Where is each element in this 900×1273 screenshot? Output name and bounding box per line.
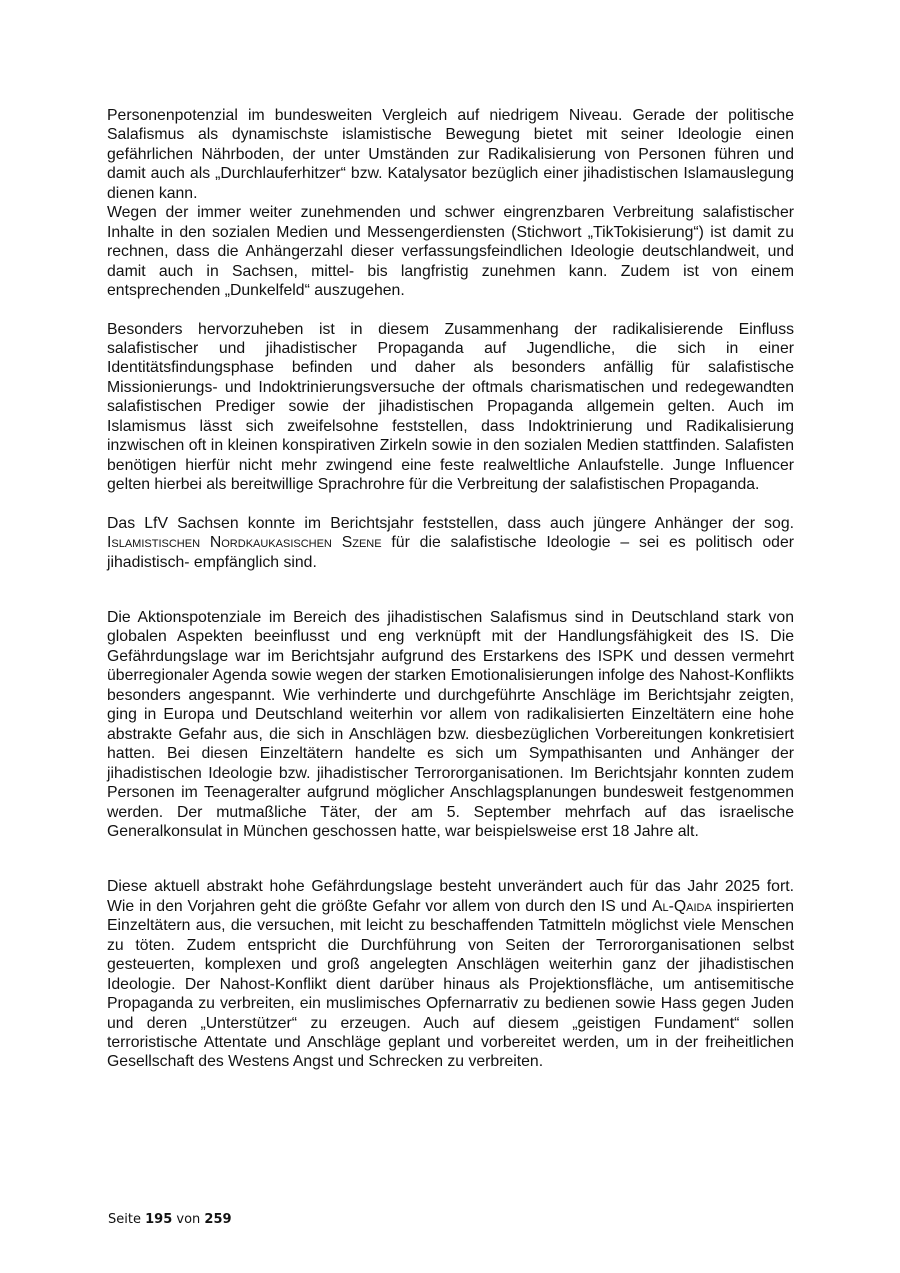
page-footer [108,1212,232,1227]
paragraph-4-text-b: für die salafistische Ideologie – sei es politisch oder jihadistisch- empfänglich sind. [107,534,794,571]
scene-name-smallcaps: Islamistischen Nordkaukasischen Szene [107,534,382,552]
paragraph-1: Personenpotenzial im bundesweiten Vergleich auf niedrigem Niveau. Gerade der politische Salafismus als dynamischste islamistische Bewegung bietet mit seiner Ideologie einen gefährlichen Nährboden, der unter Umständen zur Radikalisierung von Personen führen und damit auch als „Durchlauferhitzer“ bzw. Katalysator bezüglich einer jihadistischen Islamauslegung dienen kann. [107,107,794,202]
org-name-smallcaps: Al-Qaida [651,897,712,915]
paragraph-6-text-b: inspirierten Einzeltätern aus, die versuchen, mit leicht zu beschaffenden Tatmitteln möglichst viele Menschen zu töten. Zudem entspricht die Durchführung von Seiten der Terrororganisationen selbst gesteuerten, komplexen und groß angelegten Anschlägen weiterhin ganz der jihadistischen Ideologie. Der Nahost-Konflikt dient darüber hinaus als Projektionsfläche, um antisemitische Propaganda zu verbreiten, ein muslimisches Opfernarrativ zu bedienen sowie Hass gegen Juden und deren „Unterstützer“ zu erzeugen. Auch auf diesem „geistigen Fundament“ sollen terroristische Attentate und Anschläge geplant und vorbereitet werden, um in der freiheitlichen Gesellschaft des Westens Angst und Schrecken zu verbreiten. [107,897,794,1071]
paragraph-4-text-a: Das LfV Sachsen konnte im Berichtsjahr feststellen, dass auch jüngere Anhänger der sog. [107,514,794,532]
current-page-number: 195 [145,1212,173,1227]
paragraph-4 [107,514,794,572]
footer-prefix: Seite [108,1212,141,1227]
body-text [107,106,794,1072]
footer-middle: von [176,1212,201,1227]
paragraph-6 [107,877,794,1072]
paragraph-2: Wegen der immer weiter zunehmenden und schwer eingrenzbaren Verbreitung salafistischer Inhalte in den sozialen Medien und Messengerdiensten (Stichwort „TikTokisierung“) ist damit zu rechnen, dass die Anhängerzahl dieser verfassungsfeindlichen Ideologie deutschlandweit, und damit auch in Sachsen, mittel- bis langfristig zunehmen kann. Zudem ist von einem entsprechenden „Dunkelfeld“ auszugehen. [107,204,794,300]
total-page-number: 259 [204,1212,232,1227]
paragraph-6-text-a: Diese aktuell abstrakt hohe Gefährdungslage besteht unverändert auch für das Jahr 2025 fort. Wie in den Vorjahren geht die größte Gefahr vor allem von durch den IS und [107,878,794,915]
paragraph-3: Besonders hervorzuheben ist in diesem Zusammenhang der radikalisierende Einfluss salafistischer und jihadistischer Propaganda auf Jugendliche, die sich in einer Identitätsfindungsphase befinden und daher als besonders anfällig für salafistische Missionierungs- und Indoktrinierungsversuche der oftmals charismatischen und redegewandten salafistischen Prediger sowie der jihadistischen Propaganda allgemein gelten. Auch im Islamismus lässt sich zweifelsohne feststellen, dass Indoktrinierung und Radikalisierung inzwischen oft in kleinen konspirativen Zirkeln sowie in den sozialen Medien stattfinden. Salafisten benötigen hierfür nicht mehr zwingend eine feste realweltliche Anlaufstelle. Junge Influencer gelten hierbei als bereitwillige Sprachrohre für die Verbreitung der salafistischen Propaganda. [107,320,794,494]
paragraph-5: Die Aktionspotenziale im Bereich des jihadistischen Salafismus sind in Deutschland stark von globalen Aspekten beeinflusst und eng verknüpft mit der Handlungsfähigkeit des IS. Die Gefährdungslage war im Berichtsjahr aufgrund des Erstarkens des ISPK und dessen vermehrt überregionaler Agenda sowie wegen der starken Emotionalisierungen infolge des Nahost-Konflikts besonders angespannt. Wie verhinderte und durchgeführte Anschläge im Berichtsjahr zeigten, ging in Europa und Deutschland weiterhin vor allem von radikalisierten Einzeltätern eine hohe abstrakte Gefahr aus, die sich in Anschlägen bzw. diesbezüglichen Vorbereitungen konkretisiert hatten. Bei diesen Einzeltätern handelte es sich um Sympathisanten und Anhänger der jihadistischen Ideologie bzw. jihadistischer Terrororganisationen. Im Berichtsjahr konnten zudem Personen im Teenageralter aufgrund möglicher Anschlagsplanungen bundesweit festgenommen werden. Der mutmaßliche Täter, der am 5. September mehrfach auf das israelische Generalkonsulat in München geschossen hatte, war beispielsweise erst 18 Jahre alt. [107,608,794,840]
